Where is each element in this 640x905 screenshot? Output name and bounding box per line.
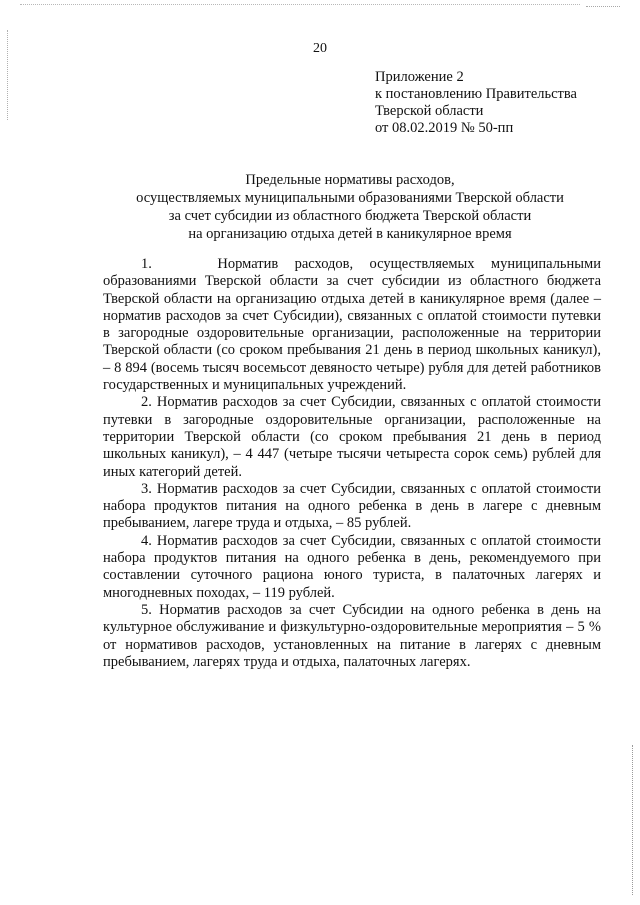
- title-line: за счет субсидии из областного бюджета Тверской области: [168, 208, 532, 224]
- paragraph-1: 1. Норматив расходов, осуществляемых муниципальными образованиями Тверской области за счет субсидии из областного бюджета Тверской области на организацию отдыха детей в каникулярное время (далее – норматив расходов за счет Субсидии), связанных с оплатой стоимости путевки в загородные оздоровительные организации, расположенные на территории Тверской области (со сроком пребывания 21 день в период школьных каникул), – 8 894 (восемь тысяч восемьсот девяносто четыре) рубля для детей работников государственных и муниципальных учреждений.: [103, 256, 601, 394]
- paragraph-5: 5. Норматив расходов за счет Субсидии на одного ребенка в день на культурное обслуживание и физкультурно-оздоровительные мероприятия – 5 % от нормативов расходов, установленных на питание в лагерях с дневным пребыванием, лагерях труда и отдыха, палаточных лагерях.: [103, 601, 601, 670]
- appendix-line: Приложение 2: [375, 69, 464, 85]
- scan-artifact-top-right: [586, 6, 620, 7]
- appendix-reference: [375, 69, 615, 137]
- appendix-line: Тверской области: [375, 103, 484, 119]
- appendix-line: к постановлению Правительства: [375, 86, 577, 102]
- title-line: на организацию отдыха детей в каникулярное время: [188, 226, 512, 242]
- page-number: 20: [313, 41, 327, 56]
- document-title: [100, 171, 600, 243]
- scan-artifact-top: [20, 4, 580, 5]
- title-line: Предельные нормативы расходов,: [245, 172, 455, 188]
- paragraph-3: 3. Норматив расходов за счет Субсидии, связанных с оплатой стоимости набора продуктов питания на одного ребенка в день в лагере с дневным пребыванием, лагере труда и отдыха, – 85 рублей.: [103, 480, 601, 532]
- document-body: [103, 256, 601, 671]
- appendix-line: от 08.02.2019 № 50-пп: [375, 120, 514, 136]
- scan-artifact-right: [632, 745, 633, 895]
- paragraph-4: 4. Норматив расходов за счет Субсидии, связанных с оплатой стоимости набора продуктов питания на одного ребенка в день, рекомендуемого при составлении суточного рациона юного туриста, в палаточных лагерях и многодневных походах, – 119 рублей.: [103, 532, 601, 601]
- paragraph-2: 2. Норматив расходов за счет Субсидии, связанных с оплатой стоимости путевки в загородные оздоровительные организации, расположенные на территории Тверской области (со сроком пребывания 21 день в период школьных каникул), – 4 447 (четыре тысячи четыреста сорок семь) рублей для иных категорий детей.: [103, 394, 601, 480]
- title-line: осуществляемых муниципальными образованиями Тверской области: [136, 190, 564, 206]
